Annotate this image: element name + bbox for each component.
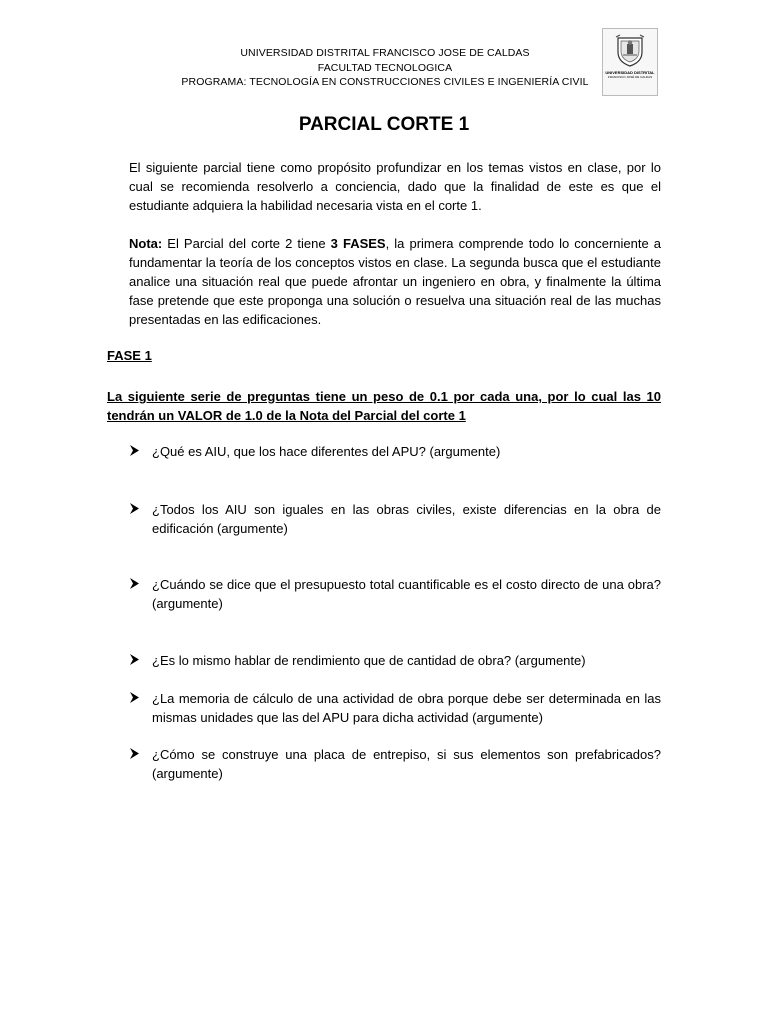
arrow-bullet-icon [129, 651, 152, 670]
arrow-bullet-icon [129, 442, 152, 461]
question-text: ¿Cómo se construye una placa de entrepiso, si sus elementos son prefabricados? (argumente) [152, 747, 661, 781]
question-text: ¿Cuándo se dice que el presupuesto total cuantificable es el costo directo de una obra? (argumente) [152, 577, 661, 611]
question-text: ¿Todos los AIU son iguales en las obras civiles, existe diferencias en la obra de edificación (argumente) [152, 502, 661, 536]
fase-description: La siguiente serie de preguntas tiene un peso de 0.1 por cada una, por lo cual las 10 tendrán un VALOR de 1.0 de la Nota del Parcial del corte 1 [107, 389, 661, 423]
fase-title: FASE 1 [107, 348, 152, 363]
logo-text: UNIVERSIDAD DISTRITAL [605, 70, 655, 75]
note-paragraph [129, 234, 661, 329]
question-item [129, 442, 661, 461]
question-text: ¿La memoria de cálculo de una actividad de obra porque debe ser determinada en las mismas unidades que las del APU para dicha actividad (argumente) [152, 691, 661, 725]
note-text-a: El Parcial del corte 2 tiene [162, 236, 331, 251]
note-highlight: 3 FASES [330, 236, 386, 251]
university-seal-icon [615, 34, 645, 68]
question-item [129, 745, 661, 783]
note-text-b: , la primera comprende todo lo concerniente a fundamentar la teoría de los conceptos vistos en clase. La segunda busca que el estudiante analice una situación real que puede afrontar un ingeniero en obra, y finalmente la última fase pretende que este proponga una solución o resuelva una situación real de las muchas presentadas en las edificaciones. [129, 236, 662, 327]
question-item [129, 651, 661, 670]
arrow-bullet-icon [129, 689, 152, 727]
note-label: Nota: [129, 236, 163, 251]
faculty-name: FACULTAD TECNOLOGICA [317, 61, 453, 74]
question-text: ¿Qué es AIU, que los hace diferentes del APU? (argumente) [152, 444, 501, 459]
question-item [129, 689, 661, 727]
logo-subtext: FRANCISCO JOSÉ DE CALDAS [607, 75, 653, 79]
program-name: PROGRAMA: TECNOLOGÍA EN CONSTRUCCIONES CIVILES E INGENIERÍA CIVIL [181, 76, 589, 88]
question-text: ¿Es lo mismo hablar de rendimiento que de cantidad de obra? (argumente) [152, 653, 586, 668]
university-logo [602, 28, 658, 96]
arrow-bullet-icon [129, 575, 152, 613]
question-item [129, 575, 661, 613]
university-name: UNIVERSIDAD DISTRITAL FRANCISCO JOSE DE CALDAS [240, 47, 530, 59]
intro-paragraph: El siguiente parcial tiene como propósito profundizar en los temas vistos en clase, por lo cual se recomienda resolverlo a conciencia, dado que la finalidad de este es que el estudiante adquiera la habilidad necesaria vista en el corte 1. [129, 160, 661, 213]
question-item [129, 500, 661, 538]
arrow-bullet-icon [129, 745, 152, 783]
arrow-bullet-icon [129, 500, 152, 538]
document-title: PARCIAL CORTE 1 [298, 114, 470, 135]
document-header [150, 46, 620, 90]
